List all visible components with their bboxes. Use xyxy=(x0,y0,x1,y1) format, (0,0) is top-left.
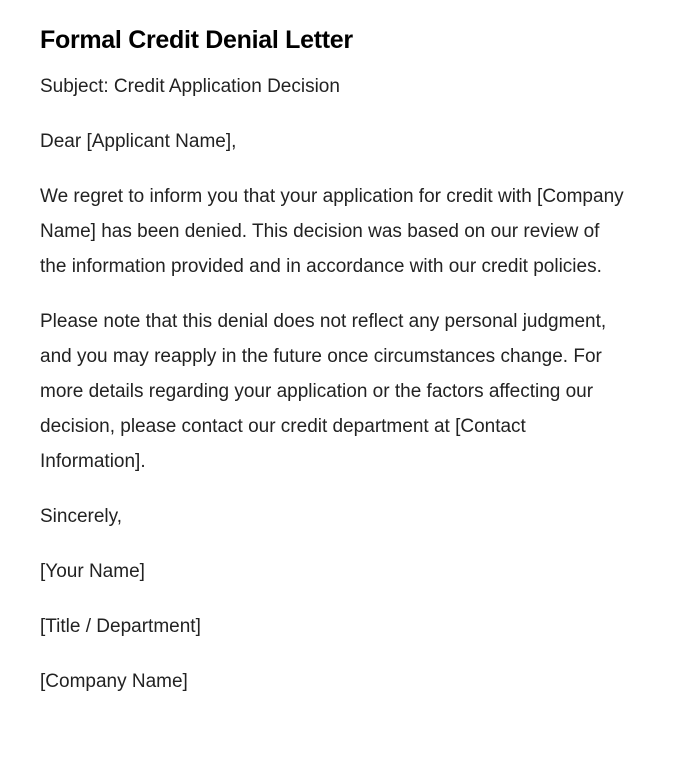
body-paragraph: Please note that this denial does not reflect any personal judgment, and you may reapply in the future once circumstances change. For more details regarding your application or the factors affecting our decision, please contact our credit department at [Contact Information]. xyxy=(40,311,607,472)
signature-name: [Your Name] xyxy=(40,561,145,582)
signature-company: [Company Name] xyxy=(40,671,188,692)
greeting: Dear [Applicant Name], xyxy=(40,131,237,152)
letter-title: Formal Credit Denial Letter xyxy=(40,26,353,54)
signature-title: [Title / Department] xyxy=(40,616,201,637)
body-paragraph: We regret to inform you that your application for credit with [Company Name] has been denied. This decision was based on our review of the information provided and in accordance with our credit policies. xyxy=(40,186,624,277)
closing: Sincerely, xyxy=(40,506,123,527)
subject-line: Subject: Credit Application Decision xyxy=(40,76,340,97)
